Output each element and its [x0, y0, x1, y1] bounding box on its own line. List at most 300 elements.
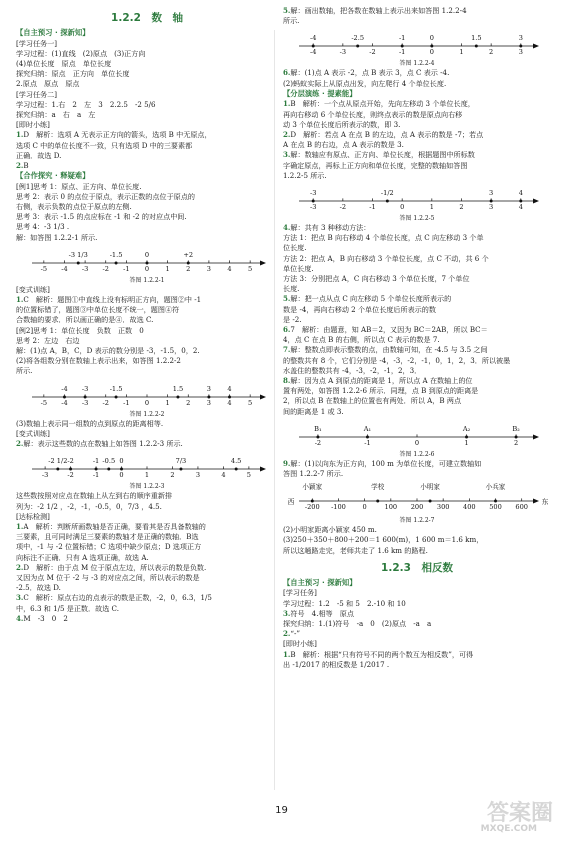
point-label: -3: [81, 384, 89, 393]
answer-line: [283, 294, 551, 304]
point-label: 0: [119, 457, 124, 466]
answer-line: [16, 593, 278, 603]
figure-1-2-2-5: [283, 181, 551, 215]
figure-caption: 答图 1.2.2-7: [399, 517, 435, 525]
point-label: 3: [206, 384, 211, 393]
text-line: 三要素，且可同时满足三要素的数轴才是正确的数轴．B选: [16, 532, 199, 542]
point-label: -3 1/3: [68, 250, 88, 259]
answer-text: 解：画出数轴，把各数在数轴上表示出来如答图 1.2.2-4: [290, 6, 467, 15]
tick-label: 3: [518, 48, 523, 57]
point-label: A₁: [363, 424, 372, 433]
tick-label: -2: [67, 471, 74, 480]
point-marker: [120, 468, 123, 471]
answer-text: A 解析：判断所画数轴是否正确，要看其是否具备数轴的: [23, 521, 206, 531]
tick-label: -1: [123, 264, 130, 273]
text-line: 思考 2：表示 0 的点位于原点，表示正数的点位于原点的: [16, 191, 195, 201]
answer-line: [283, 459, 551, 469]
answer-text: C 解析：题图①中直线上没有标明正方向，题图②中 -1: [23, 295, 202, 305]
point-label: -1/2: [380, 188, 394, 197]
answer-number: 2.: [16, 562, 24, 572]
figure-1-2-2-6: [283, 417, 551, 451]
answer-number: 9.: [283, 458, 291, 468]
text-line: 方法 1：把点 B 向右移动 4 个单位长度，点 C 向左移动 3 个单: [283, 233, 484, 243]
answer-number: 6.: [283, 324, 291, 334]
answer-number: 4.: [283, 222, 291, 232]
answer-line: [283, 130, 551, 140]
answer-text: 解：因为点 A 到原点的距离是 1，所以点 A 在数轴上的位: [290, 375, 473, 385]
answer-line: [16, 130, 278, 140]
tick-label: 3: [195, 471, 201, 480]
tick-label: 3: [206, 398, 211, 407]
answer-text: “-”: [290, 629, 301, 639]
point-label: A₂: [462, 424, 471, 433]
point-label: B₂: [512, 424, 520, 433]
tick-label: 2: [459, 202, 464, 211]
point-label: 1.5: [172, 384, 184, 393]
text-line: 水盖住的整数共有 -4，-3，-2，-1，2，3．: [283, 365, 422, 375]
axis-arrow: [533, 198, 539, 203]
point-label: -4: [309, 34, 317, 43]
text-line: [学习任务一]: [16, 38, 58, 48]
section-title-1-2-3: 1.2.3 相反数: [381, 561, 453, 574]
text-line: [学习任务]: [283, 588, 317, 598]
tick-label: 400: [463, 503, 476, 512]
point-marker: [235, 468, 238, 471]
point-marker: [146, 261, 149, 264]
tick-label: 2: [513, 438, 519, 447]
point-label: 4: [227, 384, 232, 393]
answer-number: 5.: [283, 6, 291, 15]
tick-label: -2: [369, 48, 376, 57]
text-line: 方法 2：把点 A，B 向右移动 3 个单位长度，点 C 不动，共 6 个: [283, 253, 489, 263]
answer-text: 解：共有 3 种移动方法：: [290, 222, 371, 232]
answer-line: [16, 161, 278, 171]
section-title-1-2-2: 1.2.2 数 轴: [111, 12, 183, 24]
point-marker: [207, 395, 210, 398]
figure-1-2-2-4: [283, 26, 551, 60]
text-line: 方法 3：分别把点 A，C 向右移动 3 个单位长度，7 个单位: [283, 273, 470, 283]
text-line: 学习过程：1.右 2 左 3 2.2.5 -2 5/6: [16, 99, 156, 109]
right-block-4: [283, 459, 551, 479]
text-line: 是 -2.: [283, 314, 302, 324]
point-marker: [228, 395, 231, 398]
section-tag-label: 【自主预习 · 探新知】: [283, 577, 357, 587]
place-marker: [376, 500, 379, 503]
text-line: 解：(1)点 A，B，C，D 表示的数分别是 -3，-1.5，0，2.: [16, 346, 200, 356]
text-line: 项中，-1 与 -2 位置标错；C 选项中缺少原点；D 选项正方: [16, 542, 202, 552]
text-line: 合数轴的要求．所以画正确的是④．故选 C.: [16, 315, 154, 325]
watermark-url: MXQE.COM: [480, 824, 537, 834]
text-line: 2.原点 原点 原点: [16, 79, 80, 89]
answer-number: 2.: [283, 629, 291, 639]
text-line: 位长度.: [283, 243, 307, 253]
tick-label: -3: [81, 398, 89, 407]
figure-caption: 答图 1.2.2-1: [129, 276, 165, 284]
text-line: 1.2.2-5 所示.: [283, 170, 327, 180]
tick-label: -5: [40, 398, 48, 407]
point-label: -0.5: [102, 457, 116, 466]
tick-label: -1: [92, 471, 100, 480]
answer-number: 3.: [283, 150, 291, 160]
answer-number: 2.: [16, 439, 24, 449]
point-marker: [56, 468, 59, 471]
text-line: 探究归纳：a 右 a 左: [16, 109, 96, 119]
point-label: 3: [489, 188, 494, 197]
point-label: 1.5: [471, 34, 482, 43]
tick-label: 4: [221, 471, 226, 480]
tick-label: -3: [41, 471, 49, 480]
text-line: [学习任务二]: [16, 89, 58, 99]
point-marker: [187, 261, 190, 264]
watermark-logo: 答案圈: [486, 801, 553, 826]
tick-label: 0: [429, 48, 434, 57]
right-block-3: [283, 223, 551, 417]
answer-line: [283, 150, 551, 160]
answer-text: B: [23, 160, 29, 170]
answer-number: 2.: [16, 160, 24, 170]
figure-caption: 答图 1.2.2-5: [399, 214, 435, 222]
axis-arrow: [533, 44, 539, 49]
point-label: 4.5: [230, 457, 242, 466]
tick-label: -1: [369, 202, 376, 211]
text-line: 所示.: [16, 366, 33, 376]
answer-text: 解：把一点从点 C 向左移动 5 个单位长度所表示的: [290, 294, 452, 304]
tick-label: 5: [248, 398, 253, 407]
tick-label: 4: [518, 202, 523, 211]
point-marker: [176, 395, 179, 398]
answer-line: [283, 223, 551, 233]
tick-label: -2: [102, 398, 109, 407]
point-marker: [84, 395, 87, 398]
answer-number: 6.: [283, 68, 291, 78]
answer-line: [283, 99, 551, 109]
tick-label: 1: [165, 398, 170, 407]
section-tag-label: 【自主预习 · 探新知】: [16, 28, 90, 37]
axis-arrow: [260, 467, 266, 472]
tick-label: -200: [304, 503, 320, 512]
text-line: 探究归纳：1.(1)符号 -a 0 (2)原点 -a a: [283, 618, 432, 628]
figure-1-2-2-1: [16, 243, 278, 277]
axis-arrow: [533, 499, 539, 504]
place-label: 小颖家: [302, 483, 323, 492]
point-label: 0: [429, 34, 434, 43]
left-block-3: [16, 419, 278, 450]
answer-text: C 解析：原点右边的点表示的数是正数，-2，0，6.3，1/5: [23, 593, 212, 603]
answer-line: [283, 609, 551, 619]
answer-line: [16, 295, 278, 305]
text-line: 再向右移动 6 个单位长度，则终点表示的数是原点向右移: [283, 109, 463, 119]
text-line: 学习过程：(1)直线 (2)原点 (3)正方向: [16, 48, 146, 58]
answer-number: 4.: [16, 613, 24, 623]
answer-number: 1.: [283, 99, 291, 109]
answer-line: [283, 325, 551, 335]
answer-text: B 解析：根据“只有符号不同的两个数互为相反数”，可得: [290, 649, 474, 659]
answer-text: 符号 4.相等 原点: [290, 608, 354, 618]
answer-number: 8.: [283, 375, 291, 385]
text-line: 间的距离是 1 或 3.: [283, 406, 344, 416]
point-marker: [107, 468, 110, 471]
point-marker: [179, 468, 182, 471]
tick-label: 0: [400, 202, 405, 211]
place-marker: [494, 500, 497, 503]
point-label: -2.5: [351, 34, 365, 43]
tick-label: 0: [119, 471, 124, 480]
point-marker: [430, 45, 433, 48]
point-label: -4: [61, 384, 68, 393]
point-label: +2: [183, 250, 194, 259]
text-line: 长度.: [283, 284, 300, 294]
right-block-1: [283, 6, 551, 26]
answer-text: 解：数轴应有原点、正方向、单位长度，根据题图中所标数: [290, 150, 475, 160]
left-column: [16, 6, 278, 624]
section-tag-label: 【合作探究 · 释疑难】: [16, 171, 90, 181]
point-marker: [312, 199, 315, 202]
tick-label: -3: [309, 202, 317, 211]
point-marker: [77, 261, 80, 264]
text-line: (2)蚂蚁实际上从原点出发，向左爬行 4 个单位长度.: [283, 78, 447, 88]
answer-line: [283, 650, 551, 660]
text-line: 所示.: [283, 16, 300, 26]
section-tag: [16, 28, 278, 39]
point-marker: [316, 435, 319, 438]
answer-line: [16, 563, 278, 573]
point-marker: [115, 395, 118, 398]
text-line: 解：如答图 1.2.2-1 所示.: [16, 232, 98, 242]
text-line: 的位置标错了，题图③中单位长度不统一，题图④符: [16, 305, 180, 315]
text-line: (3)250＋350＋800＋200＝1 600(m)，1 600 m＝1.6 km，: [283, 535, 484, 545]
text-line: (2)小明家距离小颖家 450 m.: [283, 525, 377, 535]
answer-text: 解：(1)点 A 表示 -2，点 B 表示 3，点 C 表示 -4.: [290, 68, 450, 78]
tick-label: -1: [123, 398, 130, 407]
point-label: 7/3: [175, 457, 187, 466]
text-line: 这些数按照对应点在数轴上从左到右的顺序重新排: [16, 491, 173, 501]
tick-label: -4: [61, 264, 68, 273]
answer-number: 5.: [283, 294, 291, 304]
point-marker: [115, 261, 118, 264]
tick-label: -1: [364, 438, 371, 447]
point-label: 4: [518, 188, 523, 197]
left-block-4: [16, 491, 278, 624]
tick-label: 2: [489, 48, 494, 57]
answer-line: [283, 345, 551, 355]
point-label: -1.5: [109, 250, 123, 259]
place-label: 小兵家: [485, 483, 506, 492]
tick-label: 4: [227, 398, 232, 407]
axis-arrow: [260, 260, 266, 265]
point-marker: [515, 435, 518, 438]
point-marker: [366, 435, 369, 438]
figure-caption: 答图 1.2.2-3: [129, 483, 165, 491]
text-line: [变式训练]: [16, 284, 50, 294]
text-line: [例2]思考 1：单位长度 负数 正数 0: [16, 325, 144, 335]
section-tag: [16, 171, 278, 182]
answer-line: [283, 376, 551, 386]
point-label: -2 1/2: [48, 457, 68, 466]
point-label: B₁: [314, 424, 322, 433]
answer-number: 7.: [283, 345, 291, 355]
text-line: 中，6.3 和 1/5 是正数．故选 C.: [16, 603, 119, 613]
answer-number: 1.: [16, 295, 24, 305]
tick-label: -3: [81, 264, 89, 273]
west-label: 西: [287, 498, 295, 507]
tick-label: 5: [248, 264, 253, 273]
axis-arrow: [533, 434, 539, 439]
tick-label: -2: [314, 438, 322, 447]
text-line: A 在点 B 的右边，点 A 表示的数是 3.: [283, 140, 404, 150]
tick-label: 300: [436, 503, 450, 512]
answer-text: M -3 0 2: [23, 613, 68, 623]
answer-text: 解：表示这些数的点在数轴上如答图 1.2.2-3 所示.: [23, 439, 183, 449]
answer-text: 解：整数点即表示整数的点，由数轴可知，在 -4.5 与 3.5 之间: [290, 345, 488, 355]
text-line: 探究归纳：原点 正方向 单位长度: [16, 69, 130, 79]
text-line: 置有两处，如答图 1.2.2-6 所示．同理，点 B 到原点的距离是: [283, 386, 479, 396]
point-marker: [519, 199, 522, 202]
text-line: 答图 1.2.2-7 所示.: [283, 469, 344, 478]
tick-label: 3: [206, 264, 211, 273]
right-block-5: [283, 525, 551, 556]
text-line: 4，点 C 在点 B 的右侧，所以点 C 表示的数是 7.: [283, 335, 440, 345]
text-line: (2)将各组数分别在数轴上表示出来，如答图 1.2.2-2: [16, 356, 181, 366]
text-line: 思考 3：表示 -1.5 的点应标在 -1 和 -2 的对应点中间.: [16, 212, 187, 222]
answer-text: D 解析：选项 A 无表示正方向的箭头，选项 B 中无原点，: [23, 130, 212, 140]
section-tag: [283, 578, 551, 589]
figure-caption: 答图 1.2.2-6: [399, 450, 435, 458]
text-line: 向标注不正确．只有 A 选项正确，故选 A.: [16, 552, 149, 562]
point-label: -1: [398, 34, 406, 43]
point-marker: [519, 45, 522, 48]
tick-label: 500: [489, 503, 502, 512]
tick-label: 100: [384, 503, 398, 512]
tick-label: 1: [464, 438, 469, 447]
tick-label: 2: [186, 398, 191, 407]
tick-label: 2: [170, 471, 175, 480]
answer-text: B 解析：一个点从原点开始，先向左移动 3 个单位长度，: [290, 99, 475, 109]
text-line: 选项 C 中的单位长度不一致，只有选项 D 中的三要素都: [16, 140, 193, 150]
answer-number: 1.: [16, 521, 24, 531]
answer-line: [16, 439, 278, 449]
right-block-2: [283, 68, 551, 181]
point-marker: [95, 468, 98, 471]
text-line: 学习过程：1.2 -5 和 5 2.-10 和 10: [283, 598, 406, 608]
tick-label: 3: [489, 202, 494, 211]
point-marker: [69, 468, 72, 471]
text-line: 列为：-2 1/2 ，-2，-1，-0.5，0，7/3 ，4.5.: [16, 501, 162, 511]
point-marker: [465, 435, 468, 438]
text-line: 思考 2：左边 右边: [16, 335, 80, 345]
point-marker: [386, 199, 389, 202]
answer-text: D 解析：由于点 M 位于原点左边，所以表示的数是负数.: [23, 562, 207, 572]
axis-arrow: [260, 394, 266, 399]
text-line: (4)单位长度 原点 单位长度: [16, 58, 112, 68]
answer-line: [16, 614, 278, 624]
answer-number: 3.: [283, 608, 291, 618]
tick-label: 1: [144, 471, 150, 480]
answer-text: D 解析：若点 A 在点 B 的左边，点 A 表示的数是 -7；若点: [290, 129, 484, 139]
tick-label: 0: [144, 264, 150, 273]
text-line: 正确．故选 D.: [16, 150, 62, 160]
figure-caption: 答图 1.2.2-4: [399, 60, 435, 68]
right-column: [283, 6, 551, 670]
tick-label: 0: [144, 398, 150, 407]
text-line: 数是 -4，再向右移动 2 个单位长度后所表示的数: [283, 304, 436, 314]
place-label: 小明家: [420, 483, 440, 492]
text-line: 字确定原点，再标上正方向和单位长度，完整的数轴如答图: [283, 160, 468, 170]
tick-label: -4: [309, 48, 317, 57]
text-line: -2.5．故选 D.: [16, 583, 61, 593]
point-marker: [356, 45, 359, 48]
point-label: -1: [92, 457, 100, 466]
tick-label: -3: [339, 48, 347, 57]
answer-number: 1.: [16, 130, 24, 140]
point-marker: [490, 199, 493, 202]
tick-label: 1: [459, 48, 464, 57]
answer-number: 2.: [283, 129, 291, 139]
answer-number: 1.: [283, 649, 291, 659]
tick-label: 200: [410, 503, 424, 512]
text-line: (3)数轴上表示同一组数的点到原点的距离相等.: [16, 418, 164, 428]
east-label: 东: [541, 498, 549, 507]
tick-label: 600: [515, 503, 528, 512]
text-line: 单位长度.: [283, 263, 314, 273]
point-marker: [475, 45, 478, 48]
point-marker: [401, 45, 404, 48]
tick-label: -100: [331, 503, 346, 512]
answer-text: 7 解析：由题意，知 AB＝2，又因为 BC＝2AB，所以 BC＝: [290, 324, 488, 334]
point-label: -2: [67, 457, 74, 466]
text-line: [达标检测]: [16, 511, 50, 521]
section-tag-label: 【分层演练 · 提素能】: [283, 88, 357, 98]
tick-label: 1: [429, 202, 434, 211]
text-line: [即时小练]: [16, 120, 50, 130]
figure-1-2-2-3: [16, 449, 278, 483]
text-line: 思考 4：-3 1/3 .: [16, 222, 70, 232]
tick-label: 1: [165, 264, 170, 273]
text-line: 的整数共有 8 个，它们分别是 -4，-3，-2，-1，0，1，2，3．所以被墨: [283, 355, 511, 365]
point-marker: [312, 45, 315, 48]
place-label: 学校: [371, 483, 385, 492]
page-number: 19: [275, 805, 288, 816]
tick-label: -1: [398, 48, 406, 57]
tick-label: -2: [339, 202, 347, 211]
tick-label: -2: [102, 264, 109, 273]
text-line: 又因为点 M 位于 -2 与 -3 的对应点之间，所以表示的数是: [16, 572, 200, 582]
answer-text: 解：(1)以向东为正方向，100 m 为单位长度，可建立数轴如: [290, 458, 482, 468]
figure-1-2-2-7: [283, 479, 551, 517]
answer-line: [283, 629, 551, 639]
place-marker: [311, 500, 314, 503]
place-marker: [429, 500, 432, 503]
text-line: 出 -1/2017 的相反数是 1/2017 .: [283, 659, 390, 669]
point-label: -1.5: [109, 384, 123, 393]
text-line: 2，所以点 B 在数轴上的位置也有两处．所以 A，B 两点: [283, 396, 462, 406]
answer-line: [283, 6, 551, 16]
tick-label: -4: [61, 398, 68, 407]
answer-number: 3.: [16, 593, 24, 603]
point-label: -3: [309, 188, 317, 197]
tick-label: 4: [227, 264, 232, 273]
tick-label: 0: [362, 503, 367, 512]
text-line: 动 3 个单位长度后所表示的数，即 3.: [283, 119, 401, 129]
figure-1-2-2-2: [16, 377, 278, 411]
tick-label: 5: [246, 471, 251, 480]
answer-line: [283, 68, 551, 78]
text-line: [变式训练]: [16, 428, 50, 438]
left-block-2: [16, 285, 278, 377]
tick-label: 0: [414, 438, 420, 447]
section-tag: [283, 89, 551, 100]
right-block-6: [283, 578, 551, 670]
answer-line: [16, 522, 278, 532]
